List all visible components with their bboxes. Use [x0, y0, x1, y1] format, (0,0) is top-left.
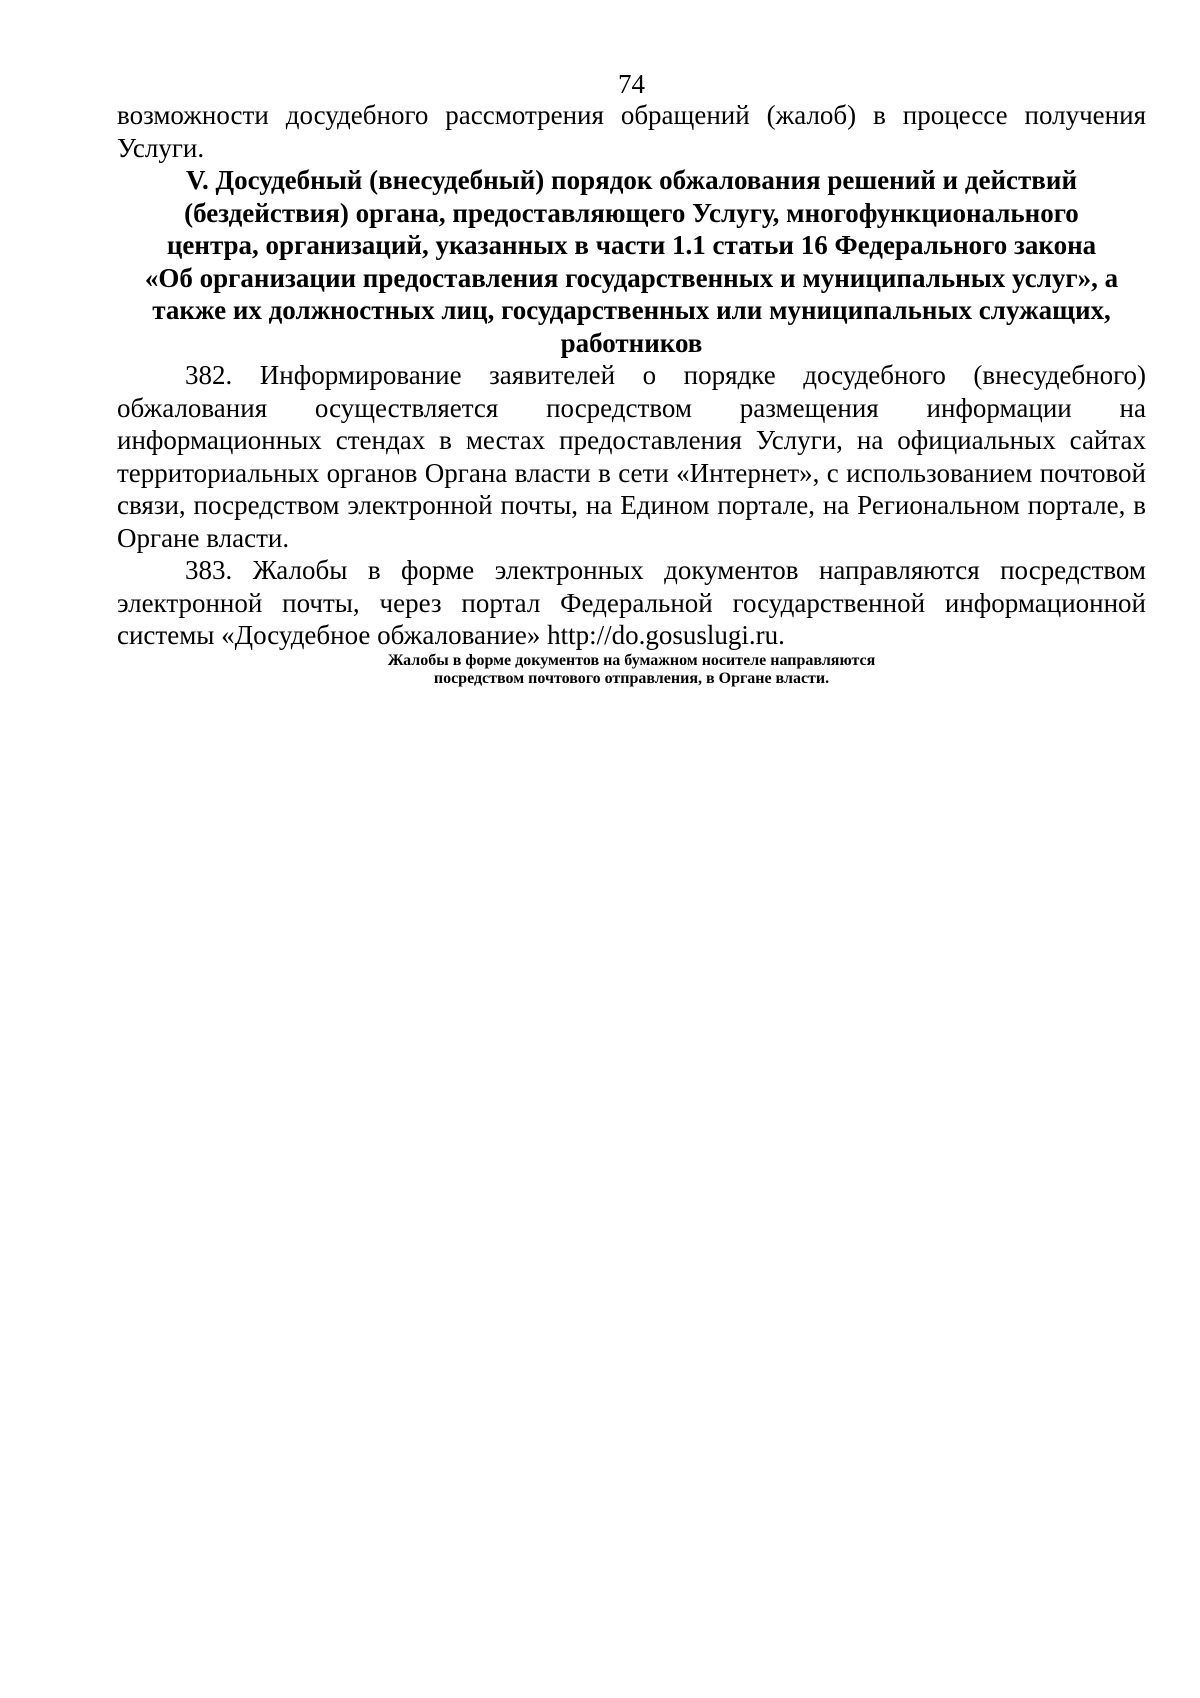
- paragraph-383-end: .: [778, 620, 785, 650]
- closing-bold-line: Жалобы в форме документов на бумажном носителе направляются: [387, 651, 876, 669]
- section-heading-line: «Об организации предоставления государственных и муниципальных услуг», а: [144, 262, 1119, 293]
- closing-bold-line: посредством почтового отправления, в Органе власти.: [433, 669, 830, 687]
- section-heading: [117, 164, 1146, 359]
- section-heading-line: работников: [560, 327, 703, 358]
- portal-link[interactable]: http://do.gosuslugi.ru: [547, 620, 779, 650]
- closing-bold-statement: [117, 652, 1146, 688]
- section-heading-line: центра, организаций, указанных в части 1.1 статьи 16 Федерального закона: [166, 230, 1097, 260]
- section-heading-line: также их должностных лиц, государственных или муниципальных служащих,: [152, 295, 1111, 325]
- section-heading-line: V. Досудебный (внесудебный) порядок обжалования решений и действий: [185, 165, 1077, 195]
- paragraph-383-text: 383. Жалобы в форме электронных документов направляются посредством электронной почты, через портал Федеральной государственной информационной системы «Досудебное обжалование»: [117, 555, 1146, 650]
- paragraph-382: 382. Информирование заявителей о порядке досудебного (внесудебного) обжалования осуществляется посредством размещения информации на информационных стендах в местах предоставления Услуги, на официальных сайтах территориальных органов Органа власти в сети «Интернет», с использованием почтовой связи, посредством электронной почты, на Едином портале, на Региональном портале, в Органе власти.: [117, 360, 1146, 553]
- page-number: 74: [618, 69, 645, 99]
- section-heading-line: (бездействия) органа, предоставляющего Услугу, многофункционального: [184, 197, 1079, 228]
- intro-paragraph: возможности досудебного рассмотрения обращений (жалоб) в процессе получения Услуги.: [117, 100, 1146, 163]
- paragraph-383: [117, 554, 1146, 652]
- page-content: [117, 68, 1146, 688]
